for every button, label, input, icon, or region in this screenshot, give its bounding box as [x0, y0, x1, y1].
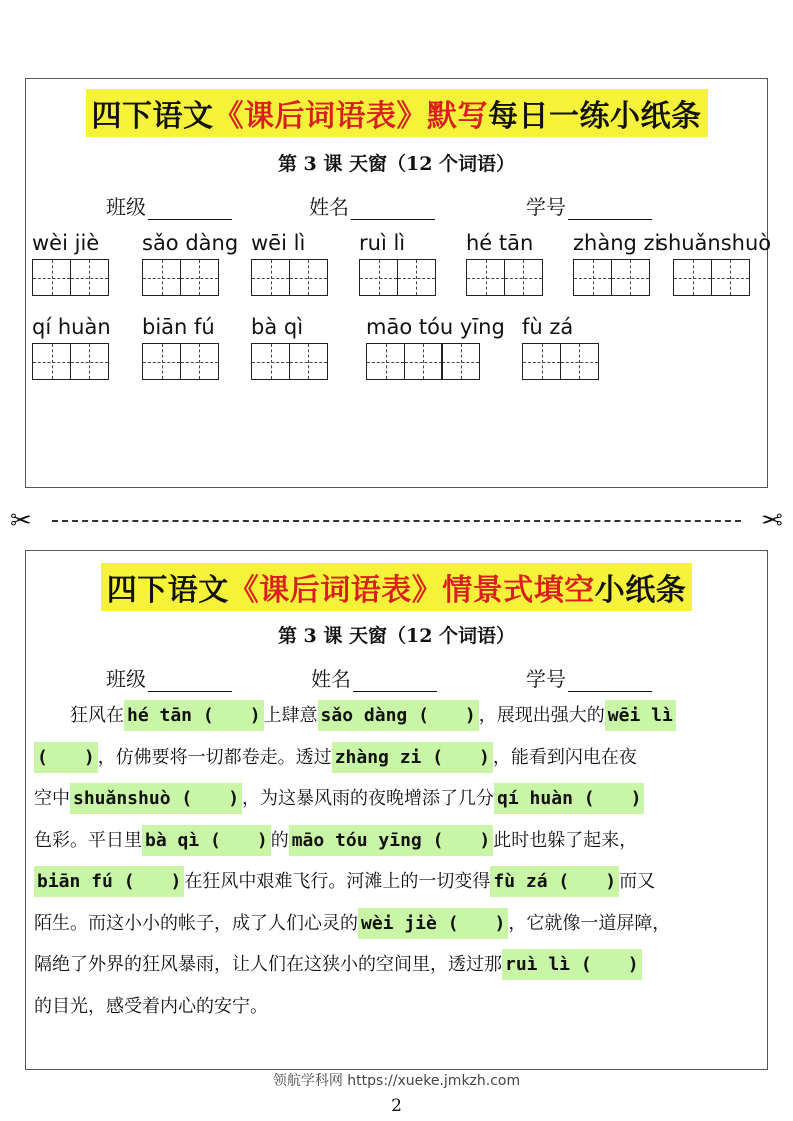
tianzige-cell[interactable]: [289, 259, 328, 296]
word-item: [32, 315, 111, 380]
tianzige-cell[interactable]: [611, 259, 650, 296]
pinyin-label: sǎo dàng: [142, 231, 239, 255]
writing-grid[interactable]: [573, 259, 660, 296]
card1-title: 四下语文《课后词语表》默写每日一练小纸条: [26, 89, 767, 137]
pinyin-label: bà qì: [251, 315, 304, 339]
word-item: [466, 231, 541, 296]
tianzige-cell[interactable]: [560, 343, 599, 380]
writing-grid[interactable]: [366, 343, 505, 380]
card2-title: 四下语文《课后词语表》情景式填空小纸条: [26, 563, 767, 611]
tianzige-cell[interactable]: [180, 343, 219, 380]
word-item: [573, 231, 660, 296]
paragraph-text: 的目光，感受着内心的安宁。: [34, 995, 268, 1017]
tianzige-cell[interactable]: [673, 259, 712, 296]
paragraph-text: 上肆意: [263, 705, 318, 726]
paragraph-line: [34, 944, 759, 986]
pinyin-label: hé tān: [466, 231, 534, 255]
paragraph-text: ，为这暴风雨的夜晚增添了几分: [242, 788, 495, 809]
paragraph-text: 空中: [34, 788, 70, 809]
tianzige-cell[interactable]: [289, 343, 328, 380]
paragraph-text: 而又: [619, 871, 656, 892]
class-field[interactable]: 班级: [106, 663, 232, 692]
paragraph-line: [34, 820, 759, 862]
writing-grid[interactable]: [142, 259, 238, 296]
name-field[interactable]: 姓名: [311, 663, 437, 692]
paragraph-text: ，展现出强大的: [478, 705, 605, 726]
paragraph-line: [34, 903, 759, 945]
tianzige-cell[interactable]: [522, 343, 561, 380]
writing-grid[interactable]: [673, 259, 771, 296]
pinyin-label: māo tóu yīng: [366, 315, 505, 339]
name-field[interactable]: 姓名: [309, 191, 435, 220]
writing-grid[interactable]: [359, 259, 434, 296]
paragraph-line: [34, 986, 759, 1028]
pinyin-blank[interactable]: wēi lì: [605, 700, 676, 731]
word-item: [32, 231, 107, 296]
word-item: [251, 315, 326, 380]
paragraph-line: [34, 778, 759, 820]
scissors-icon: ✂: [10, 506, 32, 536]
page-number: 2: [391, 1096, 402, 1116]
tianzige-cell[interactable]: [142, 343, 181, 380]
paragraph-text: 狂风在: [34, 705, 124, 726]
pinyin-blank[interactable]: wèi jiè ( ): [358, 908, 508, 939]
paragraph-line: [34, 737, 759, 779]
paragraph-text: ，仿佛要将一切都卷走。透过: [97, 746, 332, 768]
paragraph-text: 陌生。而这小小的帐子，成了人们心灵的: [34, 912, 358, 934]
writing-grid[interactable]: [32, 259, 107, 296]
pinyin-blank[interactable]: shuǎnshuò ( ): [70, 783, 242, 814]
tianzige-cell[interactable]: [142, 259, 181, 296]
word-item: [359, 231, 434, 296]
pinyin-label: wèi jiè: [32, 231, 100, 255]
pinyin-blank[interactable]: biān fú ( ): [34, 866, 184, 897]
pinyin-blank[interactable]: qí huàn ( ): [494, 783, 644, 814]
writing-grid[interactable]: [522, 343, 597, 380]
paragraph-text: 此时也躲了起来，: [493, 829, 638, 851]
tianzige-cell[interactable]: [711, 259, 750, 296]
pinyin-blank[interactable]: fù zá ( ): [490, 866, 619, 897]
pinyin-blank[interactable]: hé tān ( ): [124, 700, 264, 731]
story-paragraph: [34, 695, 759, 1027]
word-item: [142, 315, 217, 380]
cut-line: [10, 506, 783, 536]
tianzige-cell[interactable]: [397, 259, 436, 296]
lesson-heading: 第 3 课 天窗（12 个词语）: [277, 625, 516, 647]
fill-in-card: [25, 550, 768, 1070]
tianzige-cell[interactable]: [441, 343, 480, 380]
word-item: [657, 231, 772, 296]
pinyin-blank[interactable]: zhàng zi ( ): [332, 742, 493, 773]
tianzige-cell[interactable]: [251, 343, 290, 380]
word-item: [142, 231, 238, 296]
lesson-heading: 第 3 课 天窗（12 个词语）: [277, 153, 516, 175]
pinyin-blank[interactable]: sǎo dàng ( ): [318, 700, 479, 731]
footer-watermark: 领航学科网 https://xueke.jmkzh.com: [272, 1073, 521, 1089]
paragraph-text: ，能看到闪电在夜: [492, 746, 637, 768]
tianzige-cell[interactable]: [70, 259, 109, 296]
paragraph-line: [34, 695, 759, 737]
pinyin-label: ruì lì: [359, 231, 406, 255]
pinyin-blank[interactable]: māo tóu yīng ( ): [289, 825, 494, 856]
word-item: [522, 315, 597, 380]
dashed-divider: [52, 520, 741, 522]
writing-grid[interactable]: [251, 259, 326, 296]
tianzige-cell[interactable]: [404, 343, 443, 380]
paragraph-text: 隔绝了外界的狂风暴雨，让人们在这狭小的空间里，透过那: [34, 954, 502, 975]
tianzige-cell[interactable]: [180, 259, 219, 296]
tianzige-cell[interactable]: [366, 343, 405, 380]
pinyin-label: fù zá: [522, 315, 574, 339]
paragraph-text: 色彩。平日里: [34, 829, 142, 851]
tianzige-cell[interactable]: [32, 343, 71, 380]
paragraph-line: [34, 861, 759, 903]
paragraph-text: 的: [270, 829, 289, 851]
writing-grid[interactable]: [251, 343, 326, 380]
word-item: [366, 315, 505, 380]
scissors-icon: ✂: [761, 506, 783, 536]
tianzige-cell[interactable]: [32, 259, 71, 296]
pinyin-blank[interactable]: ruì lì ( ): [502, 949, 642, 980]
writing-grid[interactable]: [32, 343, 111, 380]
pinyin-blank[interactable]: ( ): [34, 742, 98, 773]
pinyin-label: zhàng zi: [573, 231, 661, 255]
pinyin-label: qí huàn: [32, 315, 111, 339]
pinyin-label: wēi lì: [251, 231, 306, 255]
writing-grid[interactable]: [466, 259, 541, 296]
pinyin-blank[interactable]: bà qì ( ): [142, 825, 271, 856]
student-id-field[interactable]: 学号: [526, 663, 652, 692]
tianzige-cell[interactable]: [359, 259, 398, 296]
pinyin-label: shuǎnshuò: [657, 231, 772, 255]
dictation-card: [25, 78, 772, 488]
paragraph-text: 在狂风中艰难飞行。河滩上的一切变得: [184, 871, 491, 892]
pinyin-label: biān fú: [142, 315, 215, 339]
tianzige-cell[interactable]: [466, 259, 505, 296]
student-id-field[interactable]: 学号: [526, 191, 652, 220]
word-item: [251, 231, 326, 296]
tianzige-cell[interactable]: [573, 259, 612, 296]
tianzige-cell[interactable]: [251, 259, 290, 296]
writing-grid[interactable]: [142, 343, 217, 380]
tianzige-cell[interactable]: [70, 343, 109, 380]
paragraph-text: ，它就像一道屏障，: [508, 912, 671, 934]
class-field[interactable]: 班级: [106, 191, 232, 220]
tianzige-cell[interactable]: [504, 259, 543, 296]
